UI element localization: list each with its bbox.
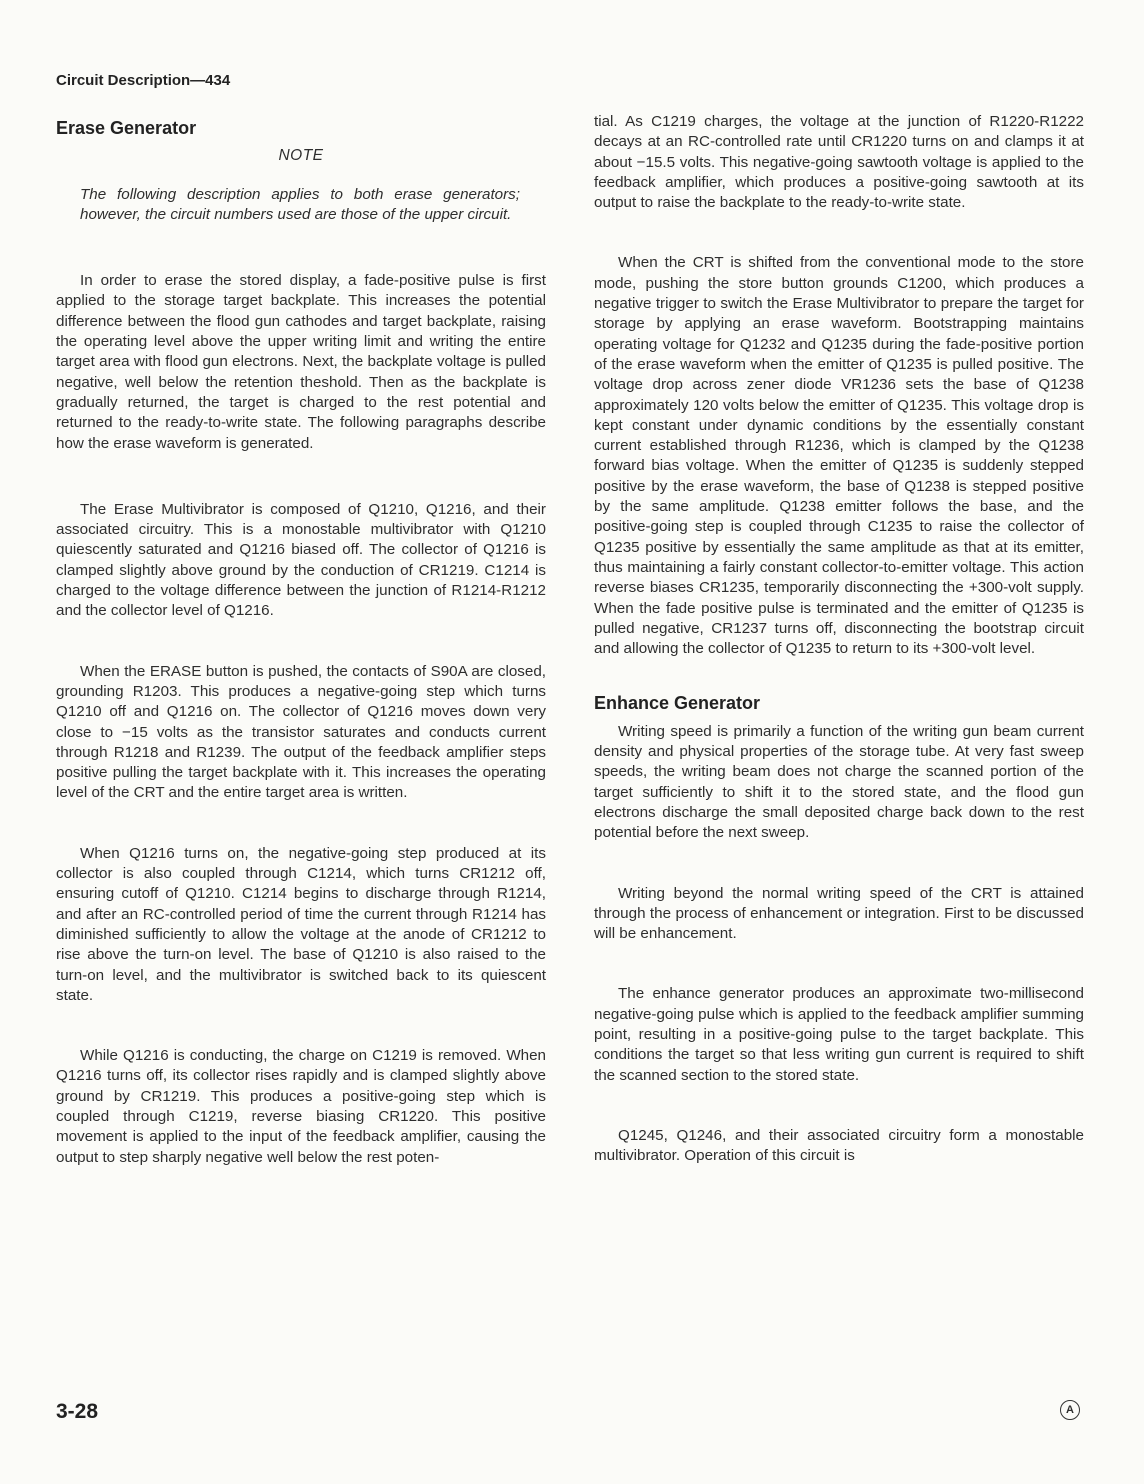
section-heading-erase-generator: Erase Generator — [56, 118, 197, 138]
paragraph: While Q1216 is conducting, the charge on C1219 is removed. When Q1216 turns off, its collector rises rapidly and is clamped slightly above ground by CR1219. This produces a positive-going step which is coupled through C1219, reverse biasing CR1220. This positive movement is applied to the input of the feedback amplifier, causing the output to step sharply negative well below the rest poten- — [56, 1047, 546, 1166]
paragraph: In order to erase the stored display, a fade-positive pulse is first applied to the storage target backplate. This increases the potential difference between the flood gun cathodes and target backplate, raising the operating level above the upper writing limit and writing the entire target area with flood gun electrons. Next, the backplate voltage is pulled negative, well below the retention theshold. Then as the backplate is gradually returned, the target is charged to the rest potential and returned to the ready-to-write state. The following paragraphs describe how the erase waveform is generated. — [56, 272, 546, 452]
paragraph: Writing speed is primarily a function of the writing gun beam current density and physical properties of the storage tube. At very fast sweep speeds, the writing beam does not charge the scanned portion of the target sufficiently to shift it to the stored state, and the flood gun electrons discharge the small deposited charge back down to the rest potential before the next sweep. — [594, 722, 1084, 842]
right-column — [594, 112, 1084, 1166]
paragraph: When the ERASE button is pushed, the contacts of S90A are closed, grounding R1203. This produces a negative-going step which turns Q1210 off and Q1216 on. The collector of Q1216 moves down very close to −15 volts as the transistor saturates and conducts current through R1218 and R1239. The output of the feedback amplifier steps positive pulling the target backplate with it. This increases the operating level of the CRT and the entire target area is written. — [56, 662, 546, 802]
paragraph: Writing beyond the normal writing speed of the CRT is attained through the process of enhancement or integration. First to be discussed will be enhancement. — [594, 884, 1084, 943]
left-column — [56, 112, 546, 1168]
paragraph: The enhance generator produces an approximate two-millisecond negative-going pulse which is applied to the feedback amplifier summing point, resulting in a positive-going pulse to the target backplate. This conditions the target so that less writing gun current is required to shift the scanned section to the stored state. — [594, 985, 1084, 1084]
paragraph: When Q1216 turns on, the negative-going step produced at its collector is also coupled through C1214, which turns CR1212 off, ensuring cutoff of Q1210. C1214 begins to discharge through R1214, and after an RC-controlled period of time the current through R1214 has diminished sufficiently to allow the voltage at the anode of CR1212 to rise above the turn-on level. The base of Q1210 is also raised to the turn-on level, and the multivibrator is switched back to its quiescent state. — [56, 844, 546, 1004]
paragraph: The Erase Multivibrator is composed of Q1210, Q1216, and their associated circuitry. This is a monostable multivibrator with Q1210 quiescently saturated and Q1216 biased off. The collector of Q1216 is clamped slightly above ground by the conduction of CR1219. C1214 is charged to the voltage difference between the junction of R1214-R1212 and the collector level of Q1216. — [56, 500, 546, 620]
note-body: The following description applies to both erase generators; however, the circuit numbers used are those of the upper circuit. — [80, 185, 520, 223]
page-number: 3-28 — [56, 1400, 99, 1423]
revision-mark: A — [1060, 1400, 1080, 1420]
paragraph: tial. As C1219 charges, the voltage at the junction of R1220-R1222 decays at an RC-controlled rate until CR1220 turns on and clamps it at about −15.5 volts. This negative-going sawtooth voltage is applied to the feedback amplifier, which produces a positive-going sawtooth at its output to raise the backplate to the ready-to-write state. — [594, 113, 1084, 212]
section-heading-enhance-generator: Enhance Generator — [594, 693, 761, 714]
paragraph: When the CRT is shifted from the conventional mode to the store mode, pushing the store button grounds C1200, which produces a negative trigger to switch the Erase Multivibrator to prepare the target for storage by applying an erase waveform. Bootstrapping maintains operating voltage for Q1232 and Q1235 during the fade-positive portion of the erase waveform when the emitter of Q1235 is pulled positive. The voltage drop across zener diode VR1236 sets the base of Q1238 approximately 120 volts below the emitter of Q1235. This voltage drop is kept constant under dynamic conditions by the essentially constant current established through R1236, which is clamped by the Q1238 forward bias voltage. When the emitter of Q1235 is suddenly stepped positive by the erase waveform, the base of Q1238 is stepped positive by the same amplitude. Q1238 emitter follows the base, and the positive-going step is coupled through C1235 to raise the collector of Q1235 positive by essentially the same amplitude as that at its emitter, thus maintaining a fairly constant collector-to-emitter voltage. This action reverse biases CR1235, temporarily disconnecting the +300-volt supply. When the fade positive pulse is terminated and the emitter of Q1235 is pulled negative, CR1237 turns off, disconnecting the bootstrap circuit and allowing the collector of Q1235 to return to its +300-volt level. — [594, 254, 1084, 658]
note-title: NOTE — [278, 147, 324, 165]
page-header: Circuit Description—434 — [56, 72, 231, 89]
paragraph: Q1245, Q1246, and their associated circuitry form a monostable multivibrator. Operation of this circuit is — [594, 1126, 1084, 1165]
